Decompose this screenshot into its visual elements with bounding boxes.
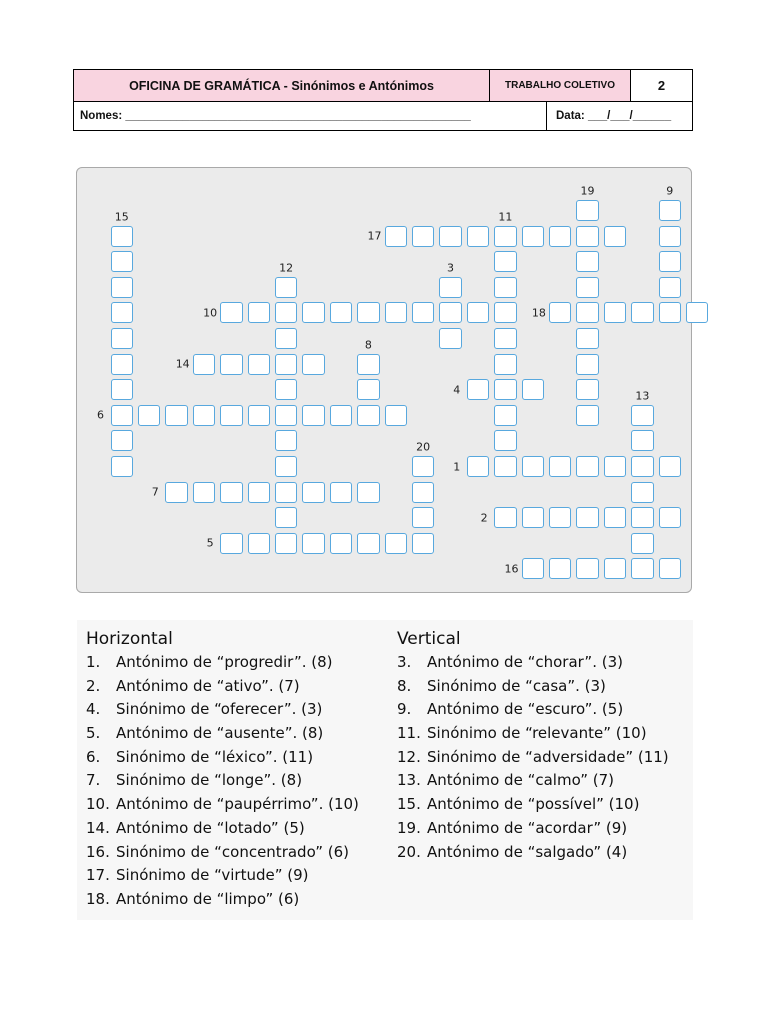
crossword-cell[interactable] [412, 456, 435, 477]
clue-item [397, 793, 697, 817]
clue-text: Antónimo de “chorar”. (3) [427, 653, 623, 671]
date-field[interactable]: Data: ___/___/______ [547, 101, 692, 130]
crossword-cell[interactable] [220, 354, 243, 375]
crossword-cell[interactable] [111, 379, 134, 400]
clue-text: Sinónimo de “relevante” (10) [427, 724, 647, 743]
clue-number-label: 13 [635, 389, 650, 403]
crossword-cell[interactable] [220, 533, 243, 554]
crossword-cell[interactable] [631, 533, 654, 554]
crossword-cell[interactable] [604, 558, 627, 579]
clue-text: Sinónimo de “léxico”. (11) [116, 747, 314, 766]
clue-text: Sinónimo de “longe”. (8) [116, 771, 303, 790]
clue-number: 7. [86, 771, 101, 790]
crossword-cell[interactable] [494, 430, 517, 451]
crossword-cell[interactable] [631, 482, 654, 503]
clue-number-label: 7 [151, 485, 159, 499]
crossword-cell[interactable] [576, 456, 599, 477]
crossword-cell[interactable] [385, 405, 408, 426]
clue-text: Antónimo de “progredir”. (8) [116, 653, 333, 671]
crossword-cell[interactable] [275, 507, 298, 528]
clue-text: Antónimo de “limpo” (6) [116, 889, 300, 908]
crossword-cell[interactable] [357, 533, 380, 554]
work-type-label: TRABALHO COLETIVO [490, 70, 631, 101]
clue-text: Sinónimo de “concentrado” (6) [116, 842, 349, 861]
clue-number: 20. [397, 842, 421, 861]
clue-item [397, 675, 697, 699]
crossword-cell[interactable] [494, 251, 517, 272]
crossword-cell[interactable] [248, 482, 271, 503]
crossword-cell[interactable] [631, 405, 654, 426]
crossword-cell[interactable] [522, 558, 545, 579]
crossword-cell[interactable] [576, 354, 599, 375]
clue-number-label: 3 [447, 261, 455, 275]
clue-number: 18. [86, 889, 110, 908]
crossword-cell[interactable] [111, 354, 134, 375]
crossword-cell[interactable] [111, 405, 134, 426]
crossword-cell[interactable] [248, 405, 271, 426]
crossword-cell[interactable] [659, 251, 682, 272]
clue-item [397, 722, 697, 746]
crossword-cell[interactable] [576, 558, 599, 579]
crossword-cell[interactable] [659, 558, 682, 579]
clue-text: Antónimo de “lotado” (5) [116, 818, 305, 837]
crossword-cell[interactable] [604, 507, 627, 528]
crossword-cell[interactable] [467, 226, 490, 247]
crossword-cell[interactable] [275, 379, 298, 400]
clue-item [397, 769, 697, 793]
clue-text: Antónimo de “possível” (10) [427, 795, 640, 814]
clue-number: 6. [86, 747, 101, 766]
crossword-cell[interactable] [275, 482, 298, 503]
crossword-cell[interactable] [412, 533, 435, 554]
clue-number-label: 6 [97, 408, 104, 422]
clue-text: Sinónimo de “adversidade” (11) [427, 747, 669, 766]
crossword-cell[interactable] [467, 456, 490, 477]
crossword-cell[interactable] [275, 405, 298, 426]
crossword-cell[interactable] [576, 302, 599, 323]
crossword-cell[interactable] [357, 302, 380, 323]
crossword-cell[interactable] [165, 405, 188, 426]
crossword-cell[interactable] [576, 251, 599, 272]
crossword-cell[interactable] [111, 277, 134, 298]
crossword-cell[interactable] [275, 354, 298, 375]
crossword-cell[interactable] [494, 405, 517, 426]
crossword-cell[interactable] [385, 533, 408, 554]
crossword-cell[interactable] [439, 226, 462, 247]
crossword-cell[interactable] [549, 456, 572, 477]
crossword-cell[interactable] [467, 379, 490, 400]
crossword-cell[interactable] [659, 456, 682, 477]
crossword-cell[interactable] [275, 430, 298, 451]
clue-text: Antónimo de “ausente”. (8) [116, 724, 324, 743]
crossword-cell[interactable] [659, 226, 682, 247]
crossword-cell[interactable] [631, 302, 654, 323]
clue-number: 17. [86, 866, 110, 885]
crossword-cell[interactable] [686, 302, 709, 323]
crossword-cell[interactable] [302, 302, 325, 323]
clue-item [86, 675, 386, 699]
crossword-cell[interactable] [631, 456, 654, 477]
worksheet-number: 2 [657, 78, 666, 93]
clue-number: 13. [397, 771, 421, 790]
crossword-cell[interactable] [330, 482, 353, 503]
crossword-cell[interactable] [549, 302, 572, 323]
crossword-cell[interactable] [220, 302, 243, 323]
crossword-cell[interactable] [412, 482, 435, 503]
clue-number-label: 14 [175, 357, 190, 371]
horizontal-heading: Horizontal [86, 629, 173, 649]
crossword-cell[interactable] [111, 456, 134, 477]
crossword-cell[interactable] [275, 302, 298, 323]
crossword-cell[interactable] [412, 226, 435, 247]
crossword-cell[interactable] [522, 226, 545, 247]
clue-text: Sinónimo de “casa”. (3) [427, 676, 606, 695]
crossword-cell[interactable] [494, 354, 517, 375]
crossword-cell[interactable] [193, 482, 216, 503]
clue-number: 4. [86, 700, 101, 719]
clue-number: 2. [86, 676, 101, 695]
clue-number: 11. [397, 724, 421, 743]
clue-number-label: 9 [666, 184, 674, 198]
crossword-cell[interactable] [412, 507, 435, 528]
clue-item [86, 746, 386, 770]
crossword-cell[interactable] [576, 277, 599, 298]
clue-item [86, 817, 386, 841]
clue-text: Antónimo de “ativo”. (7) [116, 676, 300, 695]
clue-item [86, 793, 386, 817]
crossword-cell[interactable] [111, 226, 134, 247]
horizontal-clues [86, 627, 386, 912]
crossword-cell[interactable] [604, 456, 627, 477]
clue-number-label: 19 [580, 184, 595, 198]
clue-number-label: 2 [480, 511, 488, 525]
crossword-cell[interactable] [576, 226, 599, 247]
clue-item [86, 698, 386, 722]
crossword-cell[interactable] [330, 533, 353, 554]
clue-number: 16. [86, 842, 110, 861]
crossword-cell[interactable] [385, 226, 408, 247]
crossword-cell[interactable] [659, 277, 682, 298]
clue-number: 3. [397, 653, 412, 671]
clue-number: 15. [397, 795, 421, 814]
crossword-cell[interactable] [302, 482, 325, 503]
clue-item [86, 864, 386, 888]
clue-number: 5. [86, 724, 101, 743]
crossword-cell[interactable] [220, 405, 243, 426]
crossword-cell[interactable] [494, 302, 517, 323]
crossword-cell[interactable] [220, 482, 243, 503]
crossword-cell[interactable] [549, 226, 572, 247]
crossword-cell[interactable] [357, 482, 380, 503]
crossword-cell[interactable] [631, 430, 654, 451]
crossword-cell[interactable] [549, 558, 572, 579]
clue-number-label: 10 [203, 306, 218, 320]
crossword-cell[interactable] [604, 226, 627, 247]
clue-number-label: 8 [364, 338, 372, 352]
crossword-cell[interactable] [302, 405, 325, 426]
crossword-cell[interactable] [357, 354, 380, 375]
crossword-cell[interactable] [549, 507, 572, 528]
clue-number-label: 12 [279, 261, 294, 275]
worksheet-title: OFICINA DE GRAMÁTICA - Sinónimos e Antónimos [74, 70, 490, 101]
clue-text: Antónimo de “acordar” (9) [427, 818, 628, 837]
crossword-cell[interactable] [494, 277, 517, 298]
crossword-cell[interactable] [494, 456, 517, 477]
clue-number-label: 1 [453, 460, 461, 473]
clue-text: Antónimo de “calmo” (7) [427, 771, 614, 790]
crossword-cell[interactable] [302, 533, 325, 554]
crossword-cell[interactable] [467, 302, 490, 323]
clue-item [86, 769, 386, 793]
crossword-cell[interactable] [576, 379, 599, 400]
crossword-cell[interactable] [275, 277, 298, 298]
clue-number: 12. [397, 747, 421, 766]
clue-text: Sinónimo de “virtude” (9) [116, 866, 309, 885]
clue-item [397, 651, 697, 675]
header-table [73, 69, 693, 131]
crossword-cell[interactable] [357, 405, 380, 426]
crossword-cell[interactable] [576, 200, 599, 221]
crossword-cell[interactable] [659, 302, 682, 323]
clue-item [86, 888, 386, 912]
crossword-cell[interactable] [193, 354, 216, 375]
clue-text: Antónimo de “paupérrimo”. (10) [116, 795, 359, 814]
crossword-cell[interactable] [412, 302, 435, 323]
crossword-cell[interactable] [138, 405, 161, 426]
crossword-cell[interactable] [522, 379, 545, 400]
clue-item [397, 817, 697, 841]
clue-text: Antónimo de “escuro”. (5) [427, 700, 624, 719]
clue-item [397, 746, 697, 770]
clue-item [86, 722, 386, 746]
crossword-cell[interactable] [439, 277, 462, 298]
clue-number-label: 5 [206, 536, 214, 550]
crossword-cell[interactable] [330, 405, 353, 426]
crossword-cell[interactable] [193, 405, 216, 426]
clue-text: Sinónimo de “oferecer”. (3) [116, 700, 323, 719]
crossword-cell[interactable] [111, 302, 134, 323]
crossword-cell[interactable] [385, 302, 408, 323]
clue-item [86, 651, 386, 675]
crossword-cell[interactable] [494, 328, 517, 349]
crossword-cell[interactable] [494, 379, 517, 400]
crossword-cell[interactable] [275, 328, 298, 349]
clue-number-label: 4 [453, 383, 461, 397]
crossword-cell[interactable] [248, 533, 271, 554]
clue-text: Antónimo de “salgado” (4) [427, 842, 628, 861]
clue-number: 10. [86, 795, 110, 814]
crossword-cell[interactable] [165, 482, 188, 503]
clue-number-label: 11 [498, 210, 513, 224]
crossword-cell[interactable] [439, 328, 462, 349]
crossword-cell[interactable] [439, 302, 462, 323]
crossword-cell[interactable] [659, 507, 682, 528]
clue-number: 9. [397, 700, 412, 719]
crossword-cell[interactable] [494, 507, 517, 528]
crossword-cell[interactable] [522, 456, 545, 477]
crossword-cell[interactable] [111, 328, 134, 349]
clue-item [397, 698, 697, 722]
crossword-cell[interactable] [111, 430, 134, 451]
clue-number-label: 18 [531, 306, 546, 320]
clue-number: 8. [397, 676, 412, 695]
clue-number: 19. [397, 818, 421, 837]
crossword-cell[interactable] [302, 354, 325, 375]
clue-number: 1. [86, 653, 101, 671]
clue-number: 14. [86, 818, 110, 837]
crossword-cell[interactable] [576, 405, 599, 426]
crossword-cell[interactable] [111, 251, 134, 272]
crossword-cell[interactable] [275, 456, 298, 477]
crossword-cell[interactable] [631, 558, 654, 579]
clue-item [86, 841, 386, 865]
clue-number-label: 17 [367, 229, 382, 243]
crossword-cell[interactable] [248, 302, 271, 323]
names-field[interactable]: Nomes: ______________________________________________________ [74, 101, 547, 130]
vertical-clues [397, 627, 697, 864]
crossword-cell[interactable] [494, 226, 517, 247]
clue-number-label: 15 [114, 210, 129, 224]
crossword-cell[interactable] [576, 507, 599, 528]
clue-number-label: 20 [416, 440, 431, 454]
crossword-cell[interactable] [357, 379, 380, 400]
vertical-heading: Vertical [397, 629, 461, 649]
clue-number-label: 16 [504, 562, 519, 576]
crossword-cell[interactable] [522, 507, 545, 528]
crossword-cell[interactable] [631, 507, 654, 528]
crossword-cell[interactable] [604, 302, 627, 323]
crossword-cell[interactable] [659, 200, 682, 221]
crossword-cell[interactable] [248, 354, 271, 375]
crossword-cell[interactable] [330, 302, 353, 323]
clue-item [397, 841, 697, 865]
crossword-cell[interactable] [576, 328, 599, 349]
crossword-cell[interactable] [275, 533, 298, 554]
